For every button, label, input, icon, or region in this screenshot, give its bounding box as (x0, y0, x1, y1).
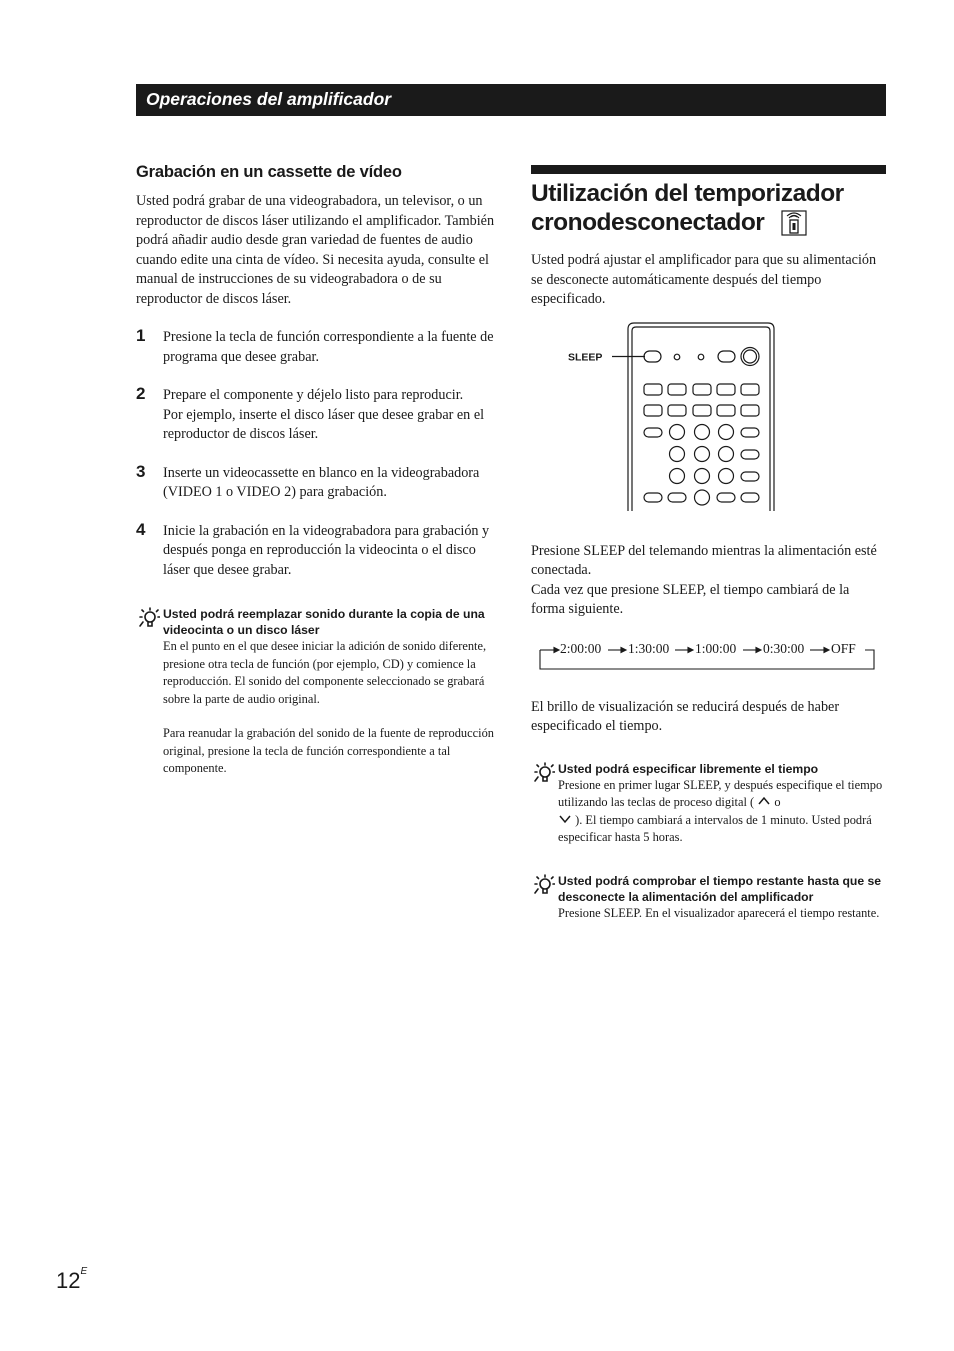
remote-control-icon (781, 210, 807, 236)
tip-text (558, 777, 886, 847)
subsection-heading: Grabación en un cassette de vídeo (136, 163, 402, 181)
step-number: 1 (136, 326, 146, 345)
step-text: Prepare el componente y déjelo listo para reproducir. (163, 387, 464, 403)
tip-specify-time (531, 761, 886, 847)
step-4 (136, 519, 496, 581)
tip-remaining-time (531, 873, 886, 923)
tip-replace-sound (136, 606, 496, 778)
page-number (56, 1266, 87, 1294)
page-number-value: 12 (56, 1268, 81, 1293)
section-header-bar (136, 84, 886, 116)
lightbulb-icon (138, 606, 160, 628)
lightbulb-icon (533, 873, 555, 895)
sequence-step: 2:00:00 (560, 640, 602, 656)
sleep-callout-label: SLEEP (568, 351, 603, 363)
timer-intro: Usted podrá ajustar el amplificador para que su alimentación se desconecte automáticamente después del tiempo especificado. (531, 252, 877, 307)
title-line-2: cronodesconectador (531, 209, 765, 236)
tip-text-part-b: o (774, 795, 781, 809)
lightbulb-icon (533, 761, 555, 783)
tip-title: Usted podrá comprobar el tiempo restante hasta que se desconecte la alimentación del amplificador (558, 873, 882, 904)
step-text: Inserte un videocassette en blanco en la videograbadora (VIDEO 1 o VIDEO 2) para grabación. (163, 464, 480, 500)
sequence-step: OFF (831, 640, 856, 656)
tip-text-part-a: Presione en primer lugar SLEEP, y después especifique el tiempo utilizando las teclas de proceso digital ( (558, 777, 883, 809)
step-text-example: Por ejemplo, inserte el disco láser que desee grabar en el reproductor de discos láser. (163, 406, 485, 442)
brightness-note: El brillo de visualización se reducirá después de haber especificado el tiempo. (531, 698, 840, 734)
step-1 (136, 328, 496, 367)
page-number-suffix: E (80, 1266, 88, 1277)
sequence-step: 1:30:00 (628, 640, 670, 656)
sleep-instruction: Presione SLEEP del telemando mientras la alimentación esté conectada. (531, 542, 877, 578)
title-line-1: Utilización del temporizador (531, 180, 844, 207)
step-3 (136, 461, 496, 503)
tip-title: Usted podrá especificar libremente el tiempo (558, 761, 819, 776)
step-number: 3 (136, 461, 146, 481)
main-title (531, 179, 886, 237)
section-title: Operaciones del amplificador (146, 89, 392, 109)
sleep-cycle-note: Cada vez que presione SLEEP, el tiempo cambiará de la forma siguiente. (531, 581, 850, 617)
tip-title: Usted podrá reemplazar sonido durante la copia de una videocinta o un disco láser (163, 607, 485, 637)
sleep-time-sequence (539, 641, 875, 671)
step-2 (136, 386, 496, 445)
sequence-step: 1:00:00 (695, 640, 737, 656)
step-number: 2 (136, 384, 146, 403)
sequence-step: 0:30:00 (763, 640, 805, 656)
tip-text: Presione SLEEP. En el visualizador aparecerá el tiempo restante. (558, 905, 880, 920)
intro-paragraph: Usted podrá grabar de una videograbadora, un televisor, o un reproductor de discos láser utilizando el amplificador. También podrá añadir audio desde gran variedad de fuentes de audio cuando edite una cinta de vídeo. Si necesita ayuda, consulte el manual de instrucciones de su videograbadora o de su reproductor de discos láser. (136, 193, 495, 307)
tip-text-2: Para reanudar la grabación del sonido de la fuente de reproducción original, presione la tecla de función correspondiente a tal componente. (163, 726, 494, 775)
right-column (531, 165, 886, 922)
title-rule (531, 165, 886, 174)
step-text: Inicie la grabación en la videograbadora para grabación y después ponga en reproducción la videocinta o el disco láser que desee grabar. (163, 522, 490, 578)
remote-illustration (555, 321, 815, 516)
chevron-up-icon (757, 796, 771, 806)
left-column (136, 163, 496, 778)
tip-text-part-c: ). El tiempo cambiará a intervalos de 1 minuto. Usted podrá especificar hasta 5 horas. (558, 812, 872, 844)
step-text: Presione la tecla de función correspondiente a la fuente de programa que desee grabar. (163, 329, 494, 365)
step-number: 4 (136, 519, 146, 539)
chevron-down-icon (558, 814, 572, 824)
tip-text: En el punto en el que desee iniciar la adición de sonido diferente, presione otra tecla de función (por ejemplo, CD) y comience la reproducción. El sonido del componente seleccionado se grabará sobre la parte de audio original. (163, 639, 487, 706)
